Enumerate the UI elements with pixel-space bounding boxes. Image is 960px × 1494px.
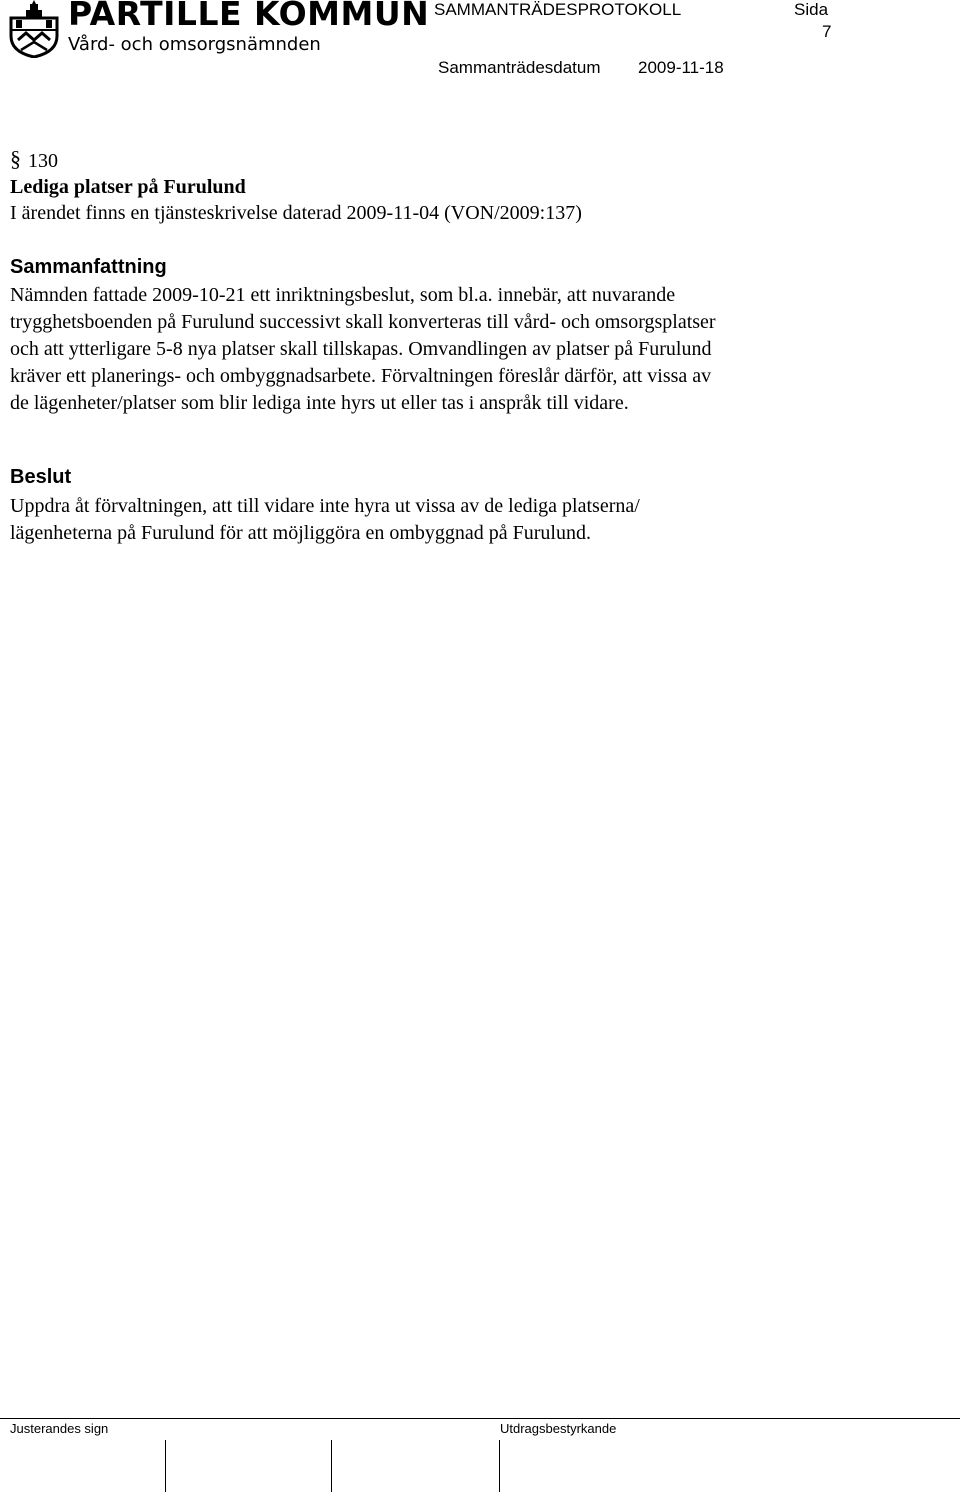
summary-heading: Sammanfattning (10, 256, 167, 278)
signature-box-divider (331, 1440, 332, 1492)
summary-line: trygghetsboenden på Furulund successivt skall konverteras till vård- och omsorgsplatser (10, 311, 716, 333)
coat-of-arms-icon (8, 0, 60, 58)
committee-name: Vård- och omsorgsnämnden (68, 34, 321, 55)
summary-line: och att ytterligare 5-8 nya platser skall tillskapas. Omvandlingen av platser på Furulund (10, 338, 712, 360)
summary-text (10, 282, 940, 417)
case-reference: I ärendet finns en tjänsteskrivelse daterad 2009-11-04 (VON/2009:137) (10, 202, 582, 224)
summary-line: de lägenheter/platser som blir lediga inte hyrs ut eller tas i anspråk till vidare. (10, 392, 629, 414)
case-title: Lediga platser på Furulund (10, 176, 246, 198)
document-type: SAMMANTRÄDESPROTOKOLL (434, 0, 682, 19)
footer-divider (0, 1418, 960, 1419)
decision-heading: Beslut (10, 466, 72, 488)
extract-certification-label: Utdragsbestyrkande (500, 1421, 617, 1436)
case-number: 130 (28, 150, 58, 172)
paragraph-mark: § (10, 146, 21, 171)
signature-label: Justerandes sign (10, 1421, 109, 1436)
meeting-date-label: Sammanträdesdatum (438, 58, 601, 77)
decision-line: Uppdra åt förvaltningen, att till vidare inte hyra ut vissa av de lediga platserna/ (10, 495, 640, 517)
page-number: 7 (822, 22, 832, 41)
signature-box-divider (499, 1440, 500, 1492)
organization-name: PARTILLE KOMMUN (68, 0, 430, 33)
summary-line: kräver ett planerings- och ombyggnadsarbete. Förvaltningen föreslår därför, att vissa av (10, 365, 712, 387)
page-label: Sida (794, 0, 829, 19)
decision-text (10, 493, 940, 547)
decision-line: lägenheterna på Furulund för att möjliggöra en ombyggnad på Furulund. (10, 522, 591, 544)
signature-box-divider (165, 1440, 166, 1492)
summary-line: Nämnden fattade 2009-10-21 ett inriktningsbeslut, som bl.a. innebär, att nuvarande (10, 284, 676, 306)
meeting-date-value: 2009-11-18 (638, 58, 724, 77)
